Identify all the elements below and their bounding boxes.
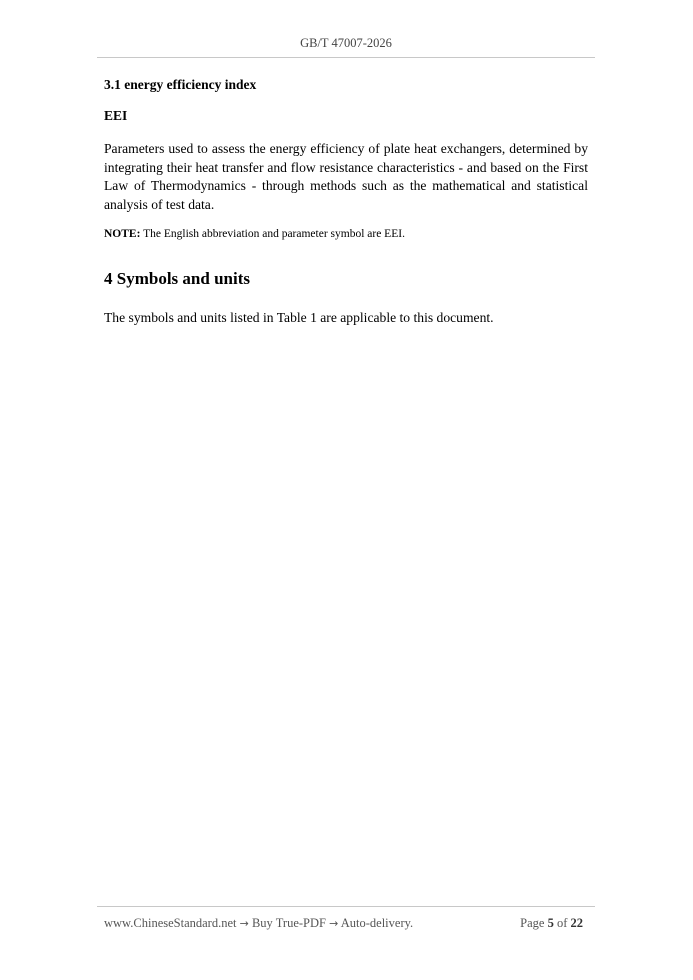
- page-body: [104, 76, 588, 328]
- arrow-right-icon: →: [329, 917, 339, 930]
- page-label: Page: [520, 916, 545, 930]
- term-definition: Parameters used to assess the energy efficiency of plate heat exchangers, determined by integrating their heat transfer and flow resistance characteristics - and based on the First Law of Thermodynamics - through methods such as the mathematical and statistical analysis of test data.: [104, 141, 588, 213]
- site-link[interactable]: www.ChineseStandard.net: [104, 916, 237, 930]
- section-title: 4 Symbols and units: [104, 268, 250, 288]
- delivery-text: Auto-delivery.: [338, 916, 414, 930]
- arrow-right-icon: →: [239, 917, 249, 930]
- document-id: GB/T 47007-2026: [300, 36, 392, 50]
- footer-promo: [104, 916, 413, 931]
- note: [104, 226, 588, 242]
- term-abbreviation: EEI: [104, 108, 128, 123]
- note-text: The English abbreviation and parameter symbol are EEI.: [140, 227, 405, 240]
- total-pages: 22: [570, 916, 583, 930]
- page-header: [97, 36, 595, 51]
- footer-divider: [97, 906, 595, 907]
- clause-title: 3.1 energy efficiency index: [104, 77, 257, 92]
- buy-link[interactable]: Buy True-PDF: [248, 916, 330, 930]
- note-label: NOTE:: [104, 227, 141, 240]
- header-divider: [97, 57, 595, 58]
- of-label: of: [556, 916, 568, 930]
- page-number: 5: [547, 916, 554, 930]
- page-counter: [520, 916, 583, 931]
- section-text: The symbols and units listed in Table 1 are applicable to this document.: [104, 309, 494, 325]
